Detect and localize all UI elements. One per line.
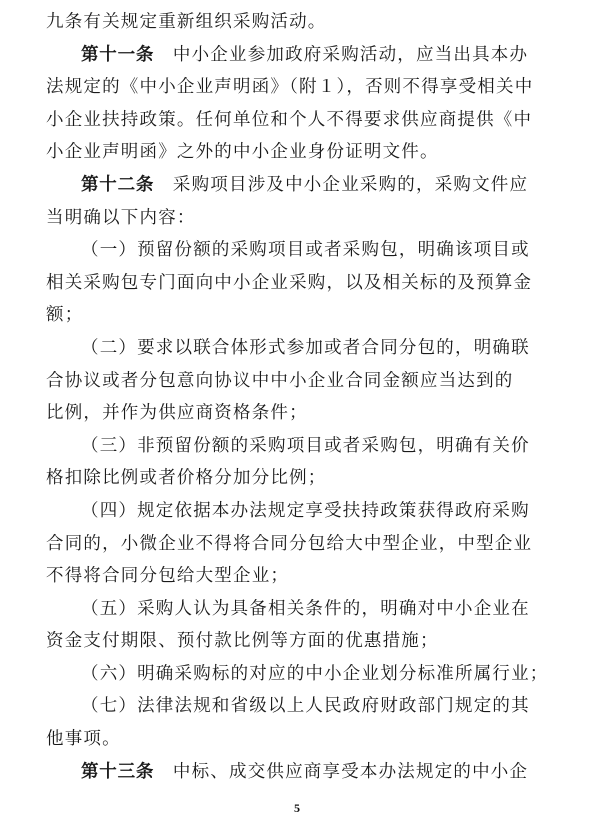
text-line (46, 625, 556, 658)
text-line (46, 462, 556, 495)
text-line (46, 136, 556, 169)
text-line (46, 6, 556, 39)
text-line (46, 560, 556, 593)
line-text: 采购项目涉及中小企业采购的，采购文件应 (154, 174, 529, 195)
line-text: 小企业扶持政策。任何单位和个人不得要求供应商提供《中 (46, 109, 533, 130)
list-item-line (46, 332, 556, 365)
list-item-line (46, 593, 556, 626)
line-text: 合同的，小微企业不得将合同分包给大中型企业，中型企业 (46, 533, 533, 554)
line-text: （六）明确采购标的对应的中小企业划分标准所属行业； (81, 663, 549, 684)
line-text: 不得将合同分包给大型企业； (46, 566, 290, 587)
line-text: （七）法律法规和省级以上人民政府财政部门规定的其 (81, 696, 530, 717)
line-text: 中标、成交供应商享受本办法规定的中小企 (154, 761, 529, 782)
text-line (46, 267, 556, 300)
list-item-line (46, 234, 556, 267)
line-text: 资金支付期限、预付款比例等方面的优惠措施； (46, 631, 439, 652)
text-line (46, 71, 556, 104)
list-item-line (46, 430, 556, 463)
article-12-heading: 第十二条 (81, 174, 155, 195)
line-text: 额； (46, 305, 84, 326)
text-line (46, 723, 556, 756)
article-heading-line (46, 756, 556, 789)
text-line (46, 202, 556, 235)
document-body (46, 6, 556, 788)
text-block (46, 6, 556, 788)
text-line (46, 365, 556, 398)
line-text: 他事项。 (46, 729, 121, 750)
line-text: 合协议或者分包意向协议中中小企业合同金额应当达到的 (46, 370, 514, 391)
page-number: 5 (294, 801, 300, 815)
text-line (46, 104, 556, 137)
line-text: 中小企业参加政府采购活动，应当出具本办 (154, 44, 529, 65)
line-text: （二）要求以联合体形式参加或者合同分包的，明确联 (81, 337, 530, 358)
line-text: 相关采购包专门面向中小企业采购，以及相关标的及预算金 (46, 272, 533, 293)
article-heading-line (46, 169, 556, 202)
line-text: （一）预留份额的采购项目或者采购包，明确该项目或 (81, 240, 530, 261)
line-text: 小企业声明函》之外的中小企业身份证明文件。 (46, 142, 439, 163)
line-text: （四）规定依据本办法规定享受扶持政策获得政府采购 (81, 500, 530, 521)
list-item-line (46, 690, 556, 723)
list-item-line (46, 495, 556, 528)
text-line (46, 528, 556, 561)
list-item-line (46, 658, 556, 691)
article-13-heading: 第十三条 (81, 761, 155, 782)
article-heading-line (46, 39, 556, 72)
text-line (46, 299, 556, 332)
line-text: 当明确以下内容： (46, 207, 196, 228)
line-text: （三）非预留份额的采购项目或者采购包，明确有关价 (81, 435, 530, 456)
line-text: 法规定的《中小企业声明函》（附１），否则不得享受相关中 (46, 77, 534, 98)
line-text: 九条有关规定重新组织采购活动。 (46, 12, 327, 32)
line-text: 比例，并作为供应商资格条件； (46, 403, 308, 424)
line-text: 格扣除比例或者价格分加分比例； (46, 468, 327, 489)
article-11-heading: 第十一条 (81, 44, 155, 65)
line-text: （五）采购人认为具备相关条件的，明确对中小企业在 (81, 598, 530, 619)
text-line (46, 397, 556, 430)
